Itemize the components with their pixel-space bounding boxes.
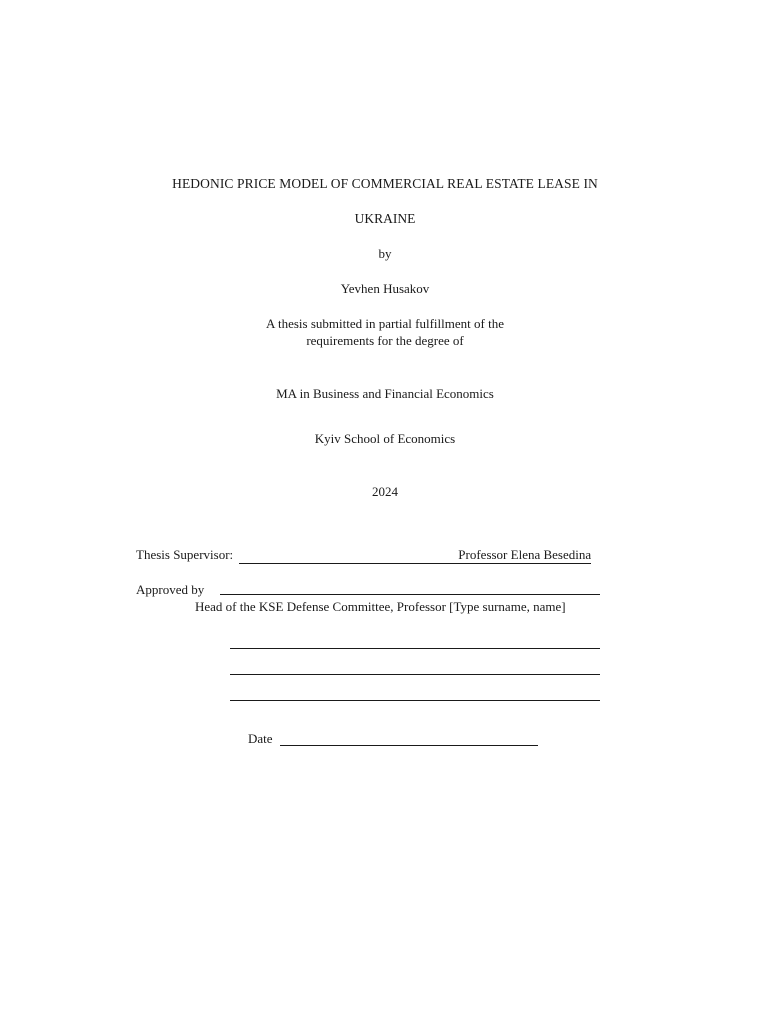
supervisor-label: Thesis Supervisor: bbox=[136, 547, 234, 562]
submission-statement-line-2: requirements for the degree of bbox=[306, 333, 464, 348]
school-name: Kyiv School of Economics bbox=[314, 431, 456, 446]
date-label: Date bbox=[248, 731, 273, 746]
committee-signature-line-1 bbox=[230, 648, 600, 649]
committee-head-caption: Head of the KSE Defense Committee, Professor [Type surname, name] bbox=[195, 599, 566, 614]
thesis-year: 2024 bbox=[372, 484, 398, 499]
committee-signature-line-2 bbox=[230, 674, 600, 675]
date-signature-line bbox=[280, 745, 538, 746]
committee-signature-line-3 bbox=[230, 700, 600, 701]
degree-name: MA in Business and Financial Economics bbox=[276, 386, 494, 401]
approval-signature-line bbox=[220, 594, 600, 595]
thesis-title-line-1: HEDONIC PRICE MODEL OF COMMERCIAL REAL ESTATE LEASE IN bbox=[172, 176, 598, 191]
author-name: Yevhen Husakov bbox=[340, 281, 430, 296]
approved-by-label: Approved by bbox=[136, 582, 205, 597]
thesis-title-line-2: UKRAINE bbox=[354, 211, 416, 226]
date-row bbox=[248, 730, 273, 748]
approved-by-row bbox=[136, 581, 204, 599]
supervisor-name: Professor Elena Besedina bbox=[239, 547, 591, 564]
submission-statement-line-1: A thesis submitted in partial fulfillment of the bbox=[266, 316, 504, 331]
supervisor-row bbox=[136, 546, 591, 564]
by-label: by bbox=[378, 246, 392, 261]
